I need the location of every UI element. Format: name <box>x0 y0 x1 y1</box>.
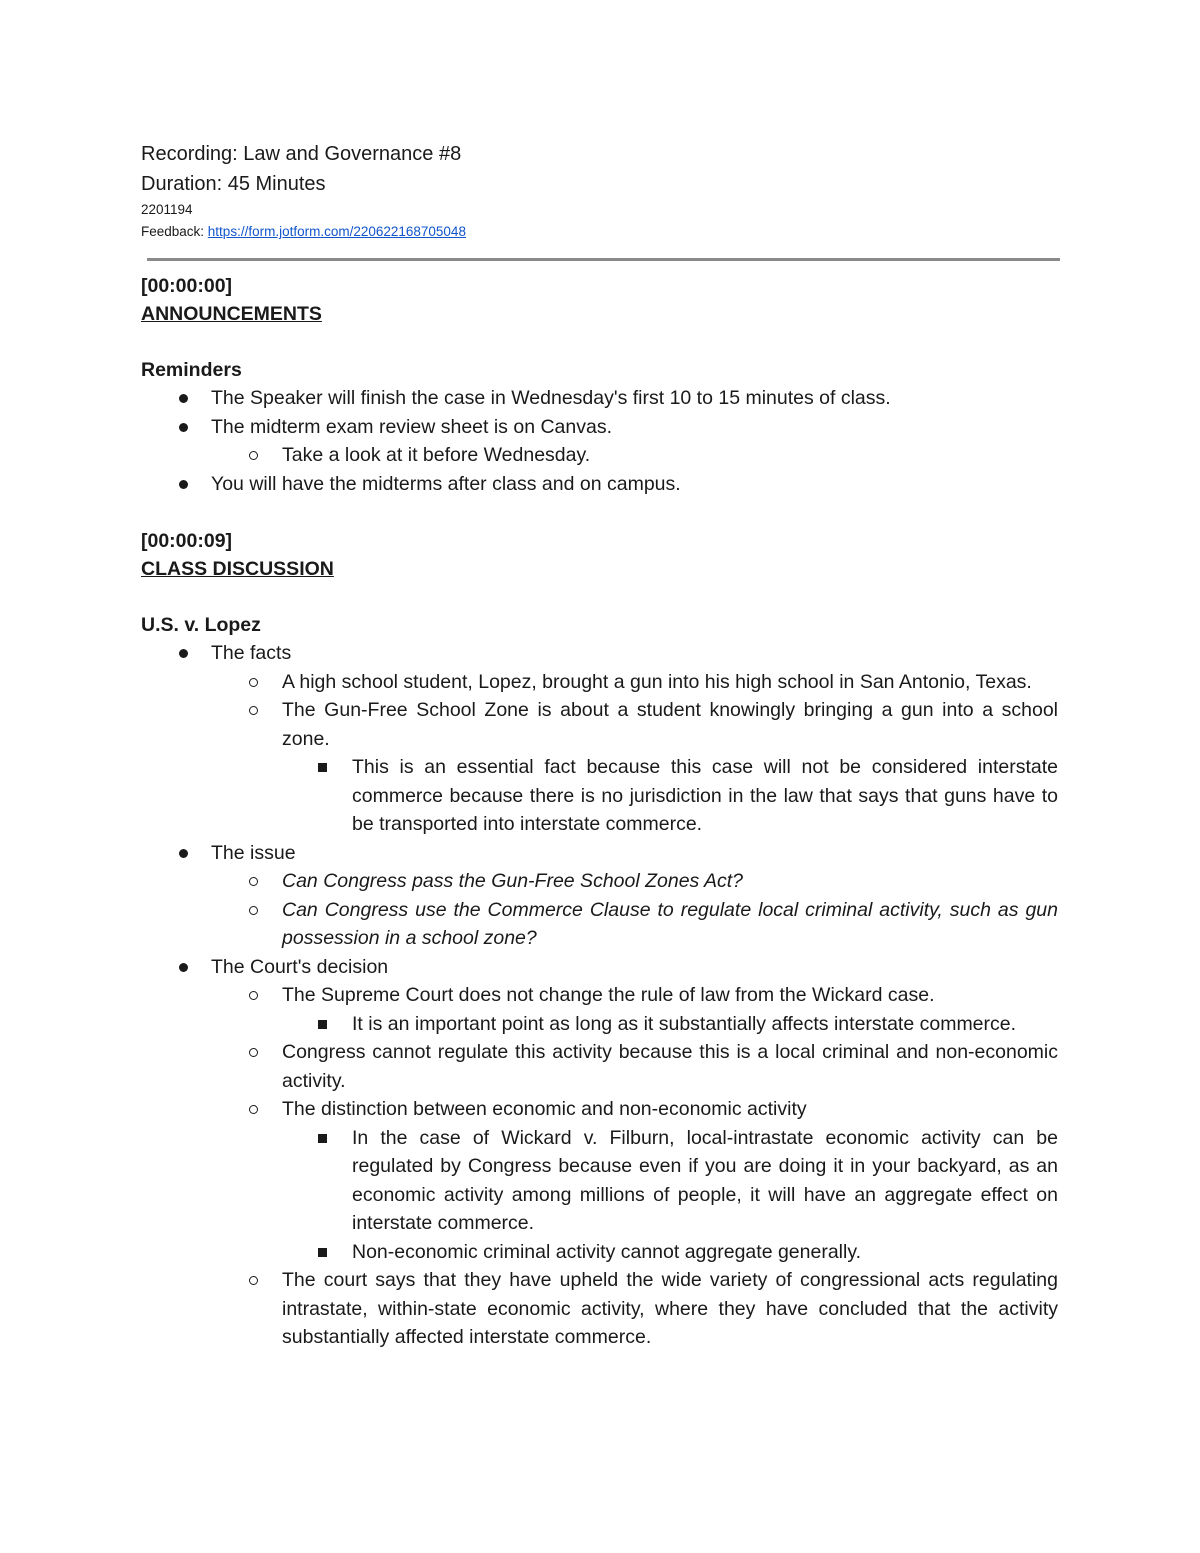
list-item: The Gun-Free School Zone is about a student knowingly bringing a gun into a school zone. <box>141 696 1058 753</box>
feedback-link[interactable]: https://form.jotform.com/220622168705048 <box>207 224 466 239</box>
discussion-list <box>141 639 1058 1352</box>
list-item: The midterm exam review sheet is on Canvas. <box>141 413 1058 442</box>
hollow-bullet-icon <box>249 877 258 886</box>
hollow-bullet-icon <box>249 991 258 1000</box>
list-item: A high school student, Lopez, brought a gun into his high school in San Antonio, Texas. <box>141 668 1058 697</box>
reminders-list <box>141 384 1058 498</box>
feedback-line <box>141 221 1058 243</box>
bullet-icon <box>179 480 188 489</box>
list-item: The Supreme Court does not change the rule of law from the Wickard case. <box>141 981 1058 1010</box>
list-item: The facts <box>141 639 1058 668</box>
hollow-bullet-icon <box>249 1105 258 1114</box>
list-item: Can Congress pass the Gun-Free School Zones Act? <box>141 867 1058 896</box>
announcements-heading: ANNOUNCEMENTS <box>141 303 322 325</box>
hollow-bullet-icon <box>249 1276 258 1285</box>
bullet-icon <box>179 849 188 858</box>
list-item: The distinction between economic and non-economic activity <box>141 1095 1058 1124</box>
square-bullet-icon <box>318 1248 327 1257</box>
list-item: The issue <box>141 839 1058 868</box>
document-id: 2201194 <box>141 202 193 217</box>
recording-title: Recording: Law and Governance #8 <box>141 143 462 165</box>
list-item: Non-economic criminal activity cannot aggregate generally. <box>141 1238 1058 1267</box>
square-bullet-icon <box>318 763 327 772</box>
reminders-heading: Reminders <box>141 359 242 381</box>
list-item: Congress cannot regulate this activity because this is a local criminal and non-economic activity. <box>141 1038 1058 1095</box>
bullet-icon <box>179 394 188 403</box>
list-item: The Speaker will finish the case in Wednesday's first 10 to 15 minutes of class. <box>141 384 1058 413</box>
square-bullet-icon <box>318 1134 327 1143</box>
list-item: The Court's decision <box>141 953 1058 982</box>
duration-text: Duration: 45 Minutes <box>141 173 326 195</box>
hollow-bullet-icon <box>249 678 258 687</box>
list-item: Take a look at it before Wednesday. <box>141 441 1058 470</box>
announcements-timestamp: [00:00:00] <box>141 275 233 297</box>
hollow-bullet-icon <box>249 451 258 460</box>
list-item: You will have the midterms after class and on campus. <box>141 470 1058 499</box>
horizontal-rule <box>147 258 1060 261</box>
list-item: Can Congress use the Commerce Clause to regulate local criminal activity, such as gun possession in a school zone? <box>141 896 1058 953</box>
list-item: This is an essential fact because this case will not be considered interstate commerce because there is no jurisdiction in the law that says that guns have to be transported into interstate commerce. <box>141 753 1058 839</box>
discussion-timestamp: [00:00:09] <box>141 530 233 552</box>
bullet-icon <box>179 423 188 432</box>
square-bullet-icon <box>318 1020 327 1029</box>
hollow-bullet-icon <box>249 1048 258 1057</box>
discussion-heading: CLASS DISCUSSION <box>141 558 334 580</box>
hollow-bullet-icon <box>249 706 258 715</box>
case-heading: U.S. v. Lopez <box>141 614 261 636</box>
hollow-bullet-icon <box>249 906 258 915</box>
feedback-label: Feedback: <box>141 224 208 239</box>
list-item: In the case of Wickard v. Filburn, local-intrastate economic activity can be regulated by Congress because even if you are doing it in your backyard, as an economic activity among millions of people, it will have an aggregate effect on interstate commerce. <box>141 1124 1058 1238</box>
list-item: It is an important point as long as it substantially affects interstate commerce. <box>141 1010 1058 1039</box>
document-page <box>141 139 1058 1352</box>
bullet-icon <box>179 963 188 972</box>
list-item: The court says that they have upheld the wide variety of congressional acts regulating intrastate, within-state economic activity, where they have concluded that the activity substantially affected interstate commerce. <box>141 1266 1058 1352</box>
bullet-icon <box>179 649 188 658</box>
